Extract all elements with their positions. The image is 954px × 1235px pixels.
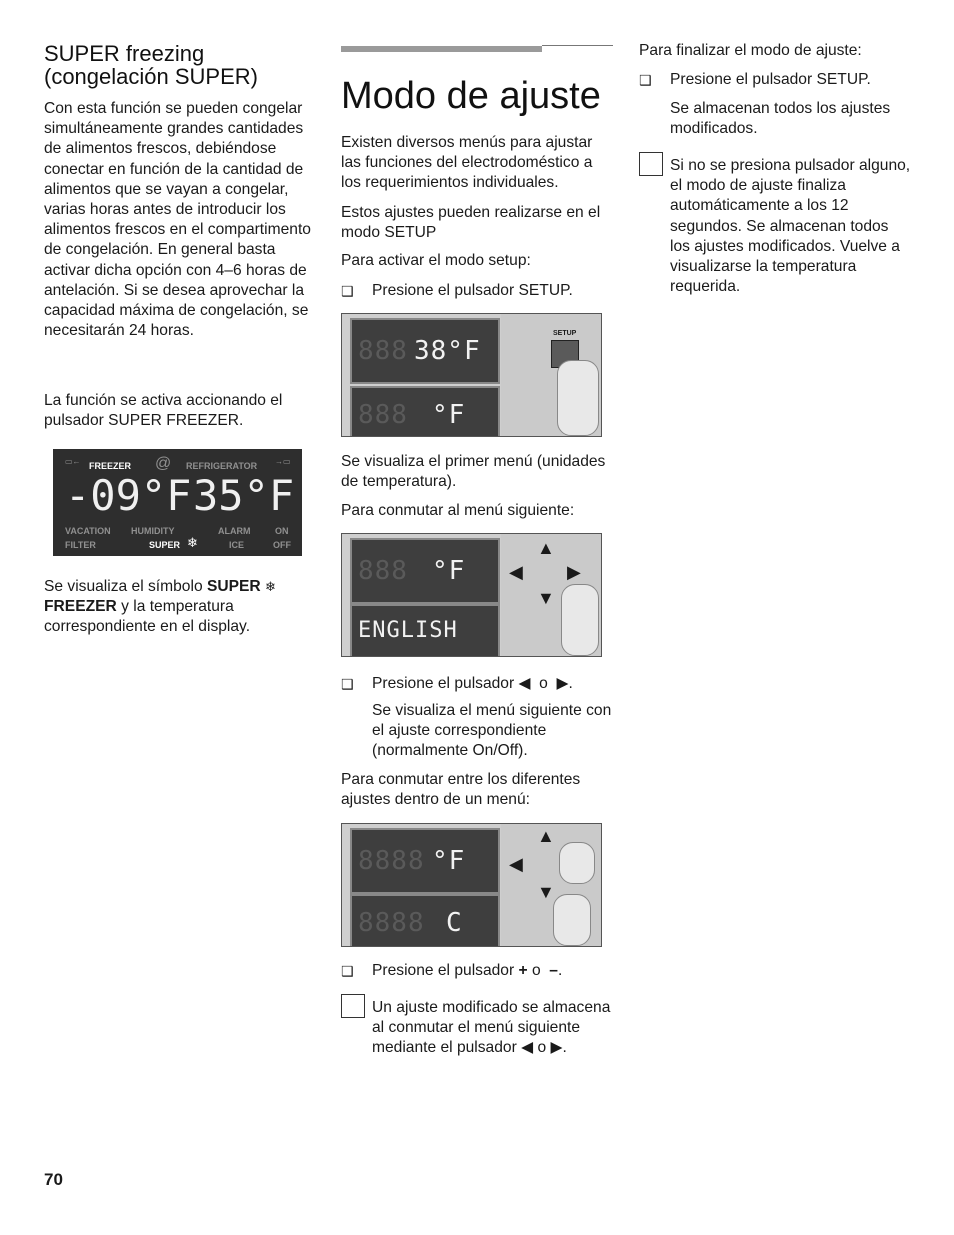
minus-button-icon[interactable]: ▼ [537,882,555,902]
setup-intro-text: Existen diversos menús para ajustar las funciones del electrodoméstico a los requerimientos individuales. [341,134,593,192]
setup-label: SETUP [553,330,577,337]
text-run: . [568,675,573,692]
text-run: Presione el pulsador [372,675,519,692]
text-run: . [562,1039,567,1057]
lcd-bottom-digits: C [446,908,463,938]
lcd-bottom-digits: °F [432,400,466,430]
step-press-setup-finish: Presione el pulsador SETUP. [670,71,871,88]
right-button-icon[interactable]: ▶ [567,562,581,582]
left-button-icon[interactable]: ◀ [509,562,523,582]
lcd-top-digits: °F [432,556,466,586]
lcd-ghost-digits: 888 [358,336,408,366]
text-run: o [527,962,545,979]
display-label-alarm: ALARM [218,526,251,536]
checkbox-bullet: ❑ [341,283,354,299]
next-menu-shown-text: Se visualiza el menú siguiente con el ajuste correspondiente (normalmente On/Off). [372,702,612,760]
left-arrow-icon: ◀ [521,1039,534,1057]
lcd-top-digits: 38°F [414,336,481,366]
page-title: Modo de ajuste [341,75,601,117]
next-menu-figure [341,533,602,657]
display-label-super: SUPER [149,540,181,550]
lcd-top [350,828,500,894]
display-label-refrigerator: REFRIGERATOR [186,461,258,471]
right-arrow-icon: ▶ [550,1039,563,1057]
lcd-bottom [350,894,500,947]
checkbox-bullet: ❑ [341,963,354,979]
snowflake-icon: ❄ [187,535,198,550]
first-menu-text: Se visualiza el primer menú (unidades de temperatura). [341,453,606,491]
right-arrow-icon: ▶ [556,675,569,692]
change-setting-figure [341,823,602,947]
text-run: o [533,1039,551,1057]
display-label-humidity: HUMIDITY [131,526,175,536]
minus-button-icon[interactable]: ▼ [537,588,555,608]
auto-exit-note: Si no se presiona pulsador alguno, el modo de ajuste finaliza automáticamente a los 12 segundos. Se almacenan todos los ajustes modificados. Vuelve a visualizarse la temperatura requerida. [670,157,911,296]
display-label-on: ON [275,526,289,536]
super-freezer-display-text [44,577,316,638]
text-run: . [557,962,563,979]
finish-setup-text: Para finalizar el modo de ajuste: [639,42,862,59]
text-run: Presione el pulsador [372,962,519,979]
display-label-filter: FILTER [65,540,96,550]
display-at-icon: @ [155,455,172,472]
text-run: y la temperatura correspondiente en el display. [44,598,251,636]
control-panel [501,314,601,436]
super-freezer-activation-text: La función se activa accionando el pulsador SUPER FREEZER. [44,392,283,430]
snowflake-icon: ❄ [265,579,276,594]
left-arrow-icon: ◀ [518,675,531,692]
next-menu-text: Para conmutar al menú siguiente: [341,502,575,519]
display-label-freezer: FREEZER [89,461,132,471]
lcd-ghost-digits: 888 [358,556,408,586]
page-number: 70 [44,1170,63,1189]
hand-icon [559,842,595,884]
step-press-setup: Presione el pulsador SETUP. [372,282,573,299]
text-run: o [539,675,548,692]
title-rule-thin [542,45,613,46]
display-label-ice: ICE [229,540,245,550]
lcd-ghost-digits: 888 [358,400,408,430]
hand-icon [561,584,599,656]
lcd-bottom [350,604,500,657]
super-freezing-description: Con esta función se pueden congelar simultáneamente grandes cantidades de alimentos frescos, debiéndose conectar en función de la cantidad de alimentos que se vayan a congelar, varias horas antes de introducir los alimentos frescos en el compartimento de congelación. En general basta activar dicha opción con 4–6 horas de antelación. Si se desea aprovechar la capacidad máxima de congelación, se necesitarán 24 horas. [44,100,311,340]
note-box-icon [341,994,365,1018]
step-press-plus-minus [372,961,613,981]
lcd-ghost-digits: 8888 [358,908,425,938]
text-run: Un ajuste modificado se almacena al conmutar el menú siguiente mediante el pulsador [372,999,611,1057]
plus-button-icon[interactable]: ▲ [537,538,555,558]
bold-super: SUPER [206,578,261,595]
plus-symbol: + [518,962,528,979]
lcd-bottom-digits: ENGLISH [358,618,458,643]
display-label-off: OFF [273,540,291,550]
note-box-icon [639,152,663,176]
lcd-bottom [350,386,500,437]
step-press-arrows [372,674,613,694]
modified-setting-note [372,998,613,1059]
setup-figure [341,313,602,437]
freezer-indicator-icon: ▭← [65,457,81,466]
display-label-vacation: VACATION [65,526,111,536]
lcd-top [350,318,500,384]
switch-settings-text: Para conmutar entre los diferentes ajustes dentro de un menú: [341,771,581,809]
lcd-ghost-digits: 8888 [358,846,425,876]
left-button-icon[interactable]: ◀ [509,854,523,874]
setup-mode-text: Estos ajustes pueden realizarse en el modo SETUP [341,204,601,242]
lcd-top [350,538,500,604]
title-rule [341,46,542,52]
refrigerator-temperature: 35°F [193,471,295,520]
lcd-top-digits: °F [432,846,466,876]
control-panel [501,824,601,946]
text-run: Se visualiza el símbolo [44,578,207,595]
freezer-temperature: -09°F [65,471,192,520]
super-freezer-display-figure [53,449,302,556]
plus-button-icon[interactable]: ▲ [537,826,555,846]
hand-icon [553,894,591,946]
refrigerator-indicator-icon: →▭ [275,457,291,466]
checkbox-bullet: ❑ [341,676,354,692]
checkbox-bullet: ❑ [639,72,652,88]
activate-setup-text: Para activar el modo setup: [341,252,531,269]
settings-saved-text: Se almacenan todos los ajustes modificados. [670,100,891,138]
control-panel [501,534,601,656]
section-heading: SUPER freezing (congelación SUPER) [44,41,258,89]
minus-symbol: – [549,962,558,979]
hand-icon [557,360,599,436]
bold-freezer: FREEZER [44,598,117,616]
